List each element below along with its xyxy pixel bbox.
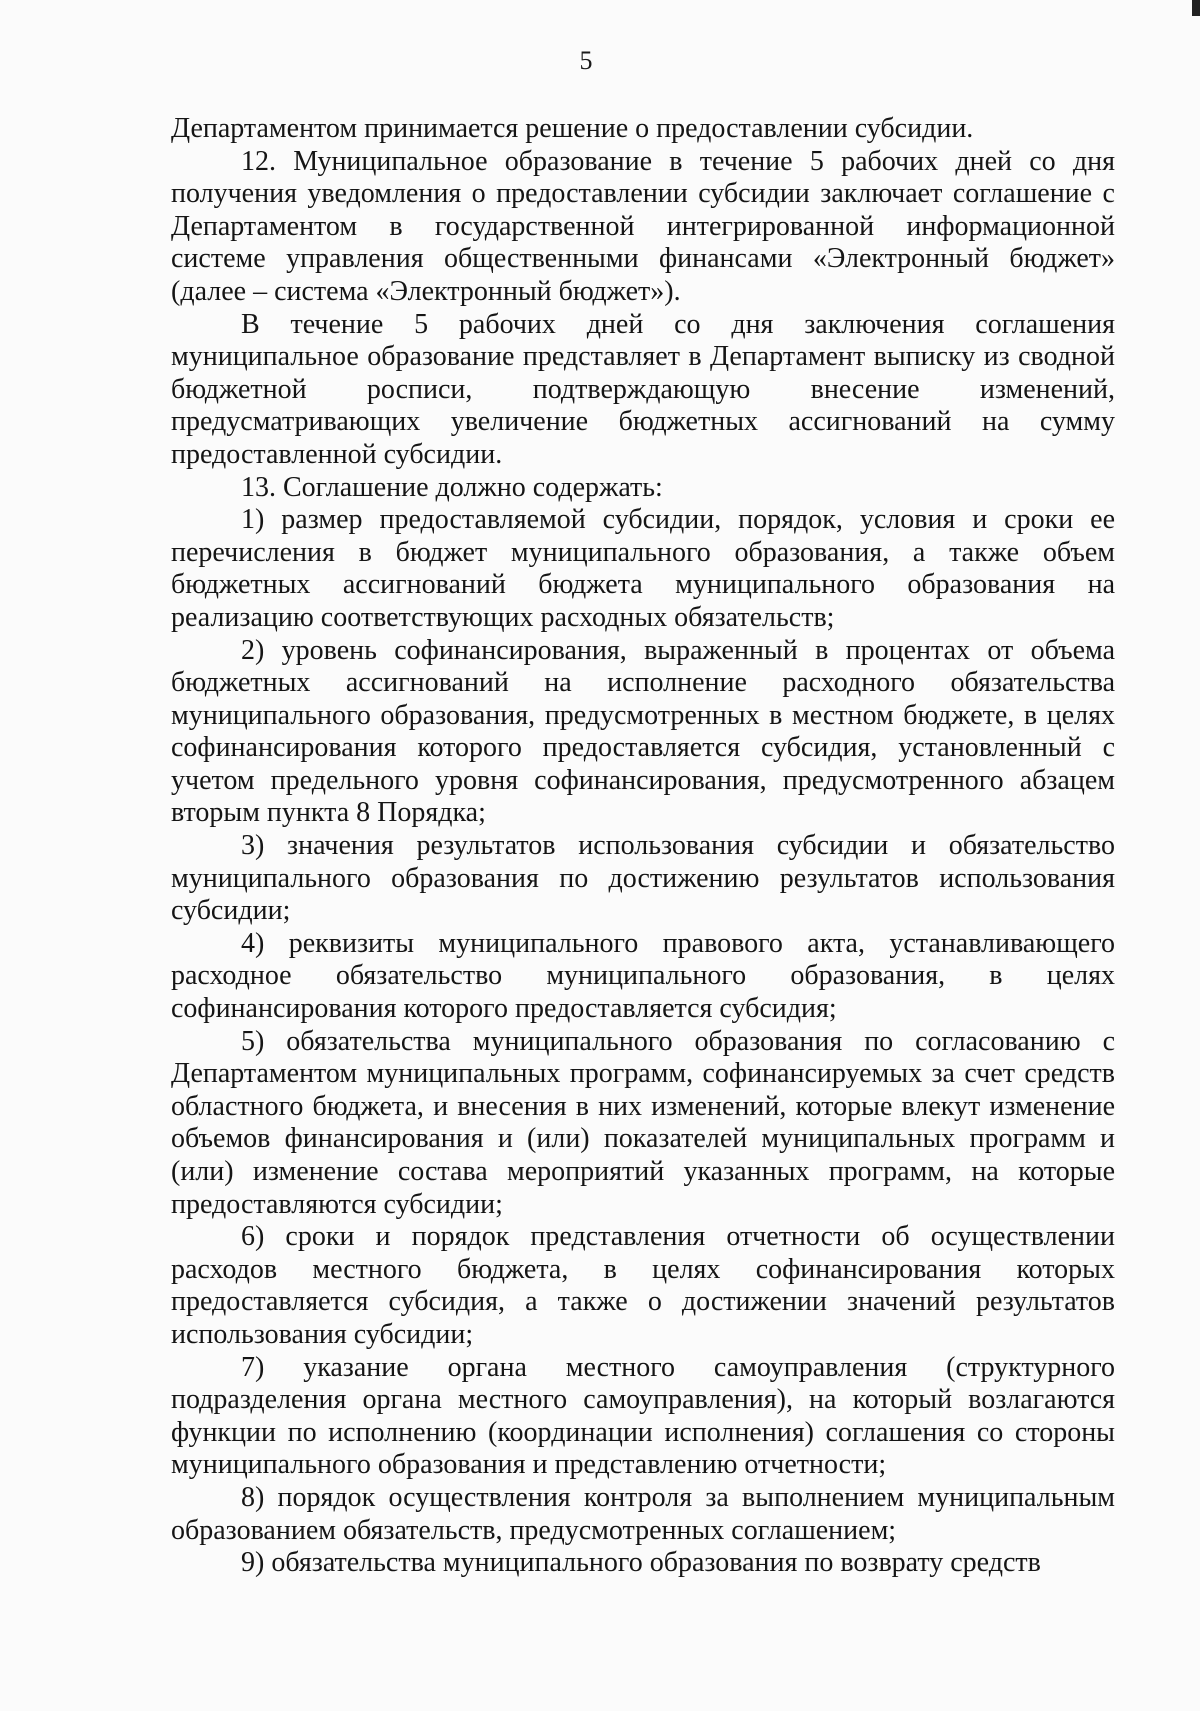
paragraph: 9) обязательства муниципального образования по возврату средств xyxy=(241,1547,1041,1579)
paragraph: 2) уровень софинансирования, выраженный в процентах от объема бюджетных ассигнований на исполнение расходного обязательства муниципального образования, предусмотренных в местном бюджете, в целях софинансирования которого предоставляется субсидия, установленный с учетом предельного уровня софинансирования, предусмотренного абзацем вторым пункта 8 Порядка; xyxy=(171,634,1115,829)
paragraph: Департаментом принимается решение о предоставлении субсидии. xyxy=(171,113,974,144)
page-number: 5 xyxy=(579,46,593,75)
paragraph: 13. Соглашение должно содержать: xyxy=(241,471,663,503)
paragraph: 6) сроки и порядок представления отчетности об осуществлении расходов местного бюджета, в целях софинансирования которых предоставляется субсидия, а также о достижении значений результатов использования субсидии; xyxy=(171,1221,1115,1350)
paragraph: 12. Муниципальное образование в течение 5 рабочих дней со дня получения уведомления о предоставлении субсидии заключает соглашение с Департаментом в государственной интегрированной информационной системе управления общественными финансами «Электронный бюджет» (далее – система «Электронный бюджет»). xyxy=(171,145,1115,307)
document-body xyxy=(171,113,1115,1580)
paragraph: 4) реквизиты муниципального правового акта, устанавливающего расходное обязательство муниципального образования, в целях софинансирования которого предоставляется субсидия; xyxy=(171,927,1115,1025)
paragraph: 7) указание органа местного самоуправления (структурного подразделения органа местного самоуправления), на который возлагаются функции по исполнению (координации исполнения) соглашения со стороны муниципального образования и представлению отчетности; xyxy=(171,1351,1115,1481)
paragraph: 1) размер предоставляемой субсидии, порядок, условия и сроки ее перечисления в бюджет муниципального образования, а также объем бюджетных ассигнований бюджета муниципального образования на реализацию соответствующих расходных обязательств; xyxy=(171,504,1115,633)
paragraph: 3) значения результатов использования субсидии и обязательство муниципального образования по достижению результатов использования субсидии; xyxy=(171,830,1115,927)
paragraph: 8) порядок осуществления контроля за выполнением муниципальным образованием обязательств, предусмотренных соглашением; xyxy=(171,1481,1115,1546)
paragraph: 5) обязательства муниципального образования по согласованию с Департаментом муниципальных программ, софинансируемых за счет средств областного бюджета, и внесения в них изменений, которые влекут изменение объемов финансирования и (или) показателей муниципальных программ и (или) изменение состава мероприятий указанных программ, на которые предоставляются субсидии; xyxy=(171,1025,1115,1220)
scan-corner-mark xyxy=(1192,0,1200,16)
paragraph: В течение 5 рабочих дней со дня заключения соглашения муниципальное образование представляет в Департамент выписку из сводной бюджетной росписи, подтверждающую внесение изменений, предусматривающих увеличение бюджетных ассигнований на сумму предоставленной субсидии. xyxy=(171,308,1115,470)
